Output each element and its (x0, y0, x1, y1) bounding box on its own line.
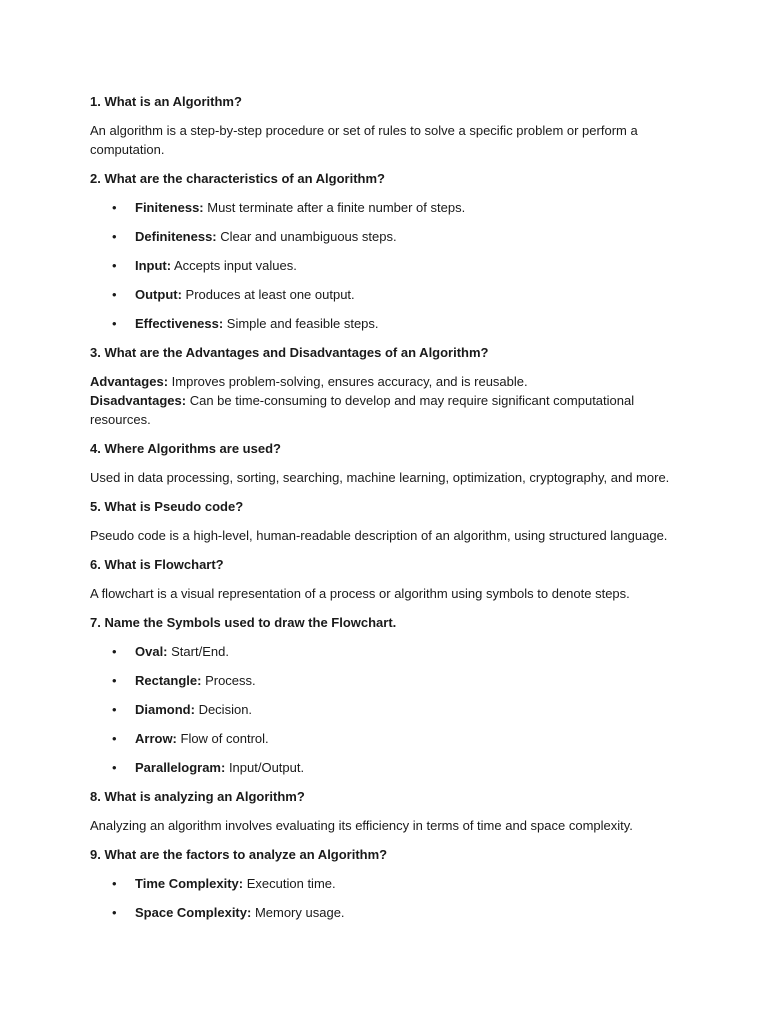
item-term: Effectiveness: (135, 316, 224, 331)
advantages-desc: Improves problem-solving, ensures accuracy, and is reusable. (168, 374, 528, 389)
characteristics-list (90, 198, 690, 333)
item-desc: Input/Output. (225, 760, 305, 775)
list-item (90, 198, 690, 217)
bullet-icon: • (112, 702, 117, 717)
item-desc: Accepts input values. (171, 258, 297, 273)
question-5-title: 5. What is Pseudo code? (90, 499, 244, 514)
item-desc: Process. (201, 673, 256, 688)
item-desc: Memory usage. (251, 905, 345, 920)
item-term: Output: (135, 287, 182, 302)
item-desc: Produces at least one output. (181, 287, 355, 302)
list-item (90, 227, 690, 246)
list-item (90, 256, 690, 275)
item-term: Oval: (135, 644, 168, 659)
bullet-icon: • (112, 673, 117, 688)
question-8-title: 8. What is analyzing an Algorithm? (90, 789, 305, 804)
item-desc: Start/End. (167, 644, 229, 659)
disadvantages-desc: Can be time-consuming to develop and may require significant computational resources. (90, 393, 635, 427)
item-desc: Execution time. (243, 876, 336, 891)
item-term: Diamond: (135, 702, 195, 717)
question-1-title: 1. What is an Algorithm? (90, 94, 242, 109)
bullet-icon: • (112, 258, 117, 273)
item-term: Definiteness: (135, 229, 217, 244)
question-5-answer: Pseudo code is a high-level, human-readable description of an algorithm, using structured language. (90, 528, 668, 543)
item-desc: Must terminate after a finite number of steps. (203, 200, 466, 215)
question-4-title: 4. Where Algorithms are used? (90, 441, 281, 456)
question-6-answer: A flowchart is a visual representation of a process or algorithm using symbols to denote steps. (90, 586, 630, 601)
advantages-term: Advantages: (90, 374, 169, 389)
item-term: Input: (135, 258, 172, 273)
list-item (90, 729, 690, 748)
item-term: Finiteness: (135, 200, 204, 215)
bullet-icon: • (112, 229, 117, 244)
flowchart-symbols-list (90, 642, 690, 777)
document-content (90, 92, 690, 932)
list-item (90, 758, 690, 777)
bullet-icon: • (112, 760, 117, 775)
bullet-icon: • (112, 876, 117, 891)
item-desc: Decision. (194, 702, 253, 717)
item-desc: Clear and unambiguous steps. (216, 229, 397, 244)
disadvantages-line (90, 391, 690, 429)
item-term: Arrow: (135, 731, 177, 746)
question-6-title: 6. What is Flowchart? (90, 557, 224, 572)
question-8-answer: Analyzing an algorithm involves evaluating its efficiency in terms of time and space complexity. (90, 818, 633, 833)
item-desc: Simple and feasible steps. (223, 316, 379, 331)
disadvantages-term: Disadvantages: (90, 393, 187, 408)
item-term: Rectangle: (135, 673, 202, 688)
advantages-disadvantages (90, 372, 690, 429)
list-item (90, 642, 690, 661)
item-term: Space Complexity: (135, 905, 252, 920)
question-2-title: 2. What are the characteristics of an Algorithm? (90, 171, 385, 186)
bullet-icon: • (112, 905, 117, 920)
question-9-title: 9. What are the factors to analyze an Algorithm? (90, 847, 388, 862)
question-1-answer: An algorithm is a step-by-step procedure or set of rules to solve a specific problem or perform a computation. (90, 123, 638, 157)
item-term: Parallelogram: (135, 760, 226, 775)
list-item (90, 314, 690, 333)
bullet-icon: • (112, 316, 117, 331)
advantages-line (90, 372, 690, 391)
list-item (90, 700, 690, 719)
item-term: Time Complexity: (135, 876, 244, 891)
item-desc: Flow of control. (176, 731, 269, 746)
list-item (90, 285, 690, 304)
list-item (90, 874, 690, 893)
list-item (90, 671, 690, 690)
question-4-answer: Used in data processing, sorting, searching, machine learning, optimization, cryptography, and more. (90, 470, 670, 485)
list-item (90, 903, 690, 922)
question-7-title: 7. Name the Symbols used to draw the Flowchart. (90, 615, 397, 630)
analysis-factors-list (90, 874, 690, 922)
question-3-title: 3. What are the Advantages and Disadvantages of an Algorithm? (90, 345, 489, 360)
bullet-icon: • (112, 200, 117, 215)
bullet-icon: • (112, 644, 117, 659)
bullet-icon: • (112, 731, 117, 746)
bullet-icon: • (112, 287, 117, 302)
